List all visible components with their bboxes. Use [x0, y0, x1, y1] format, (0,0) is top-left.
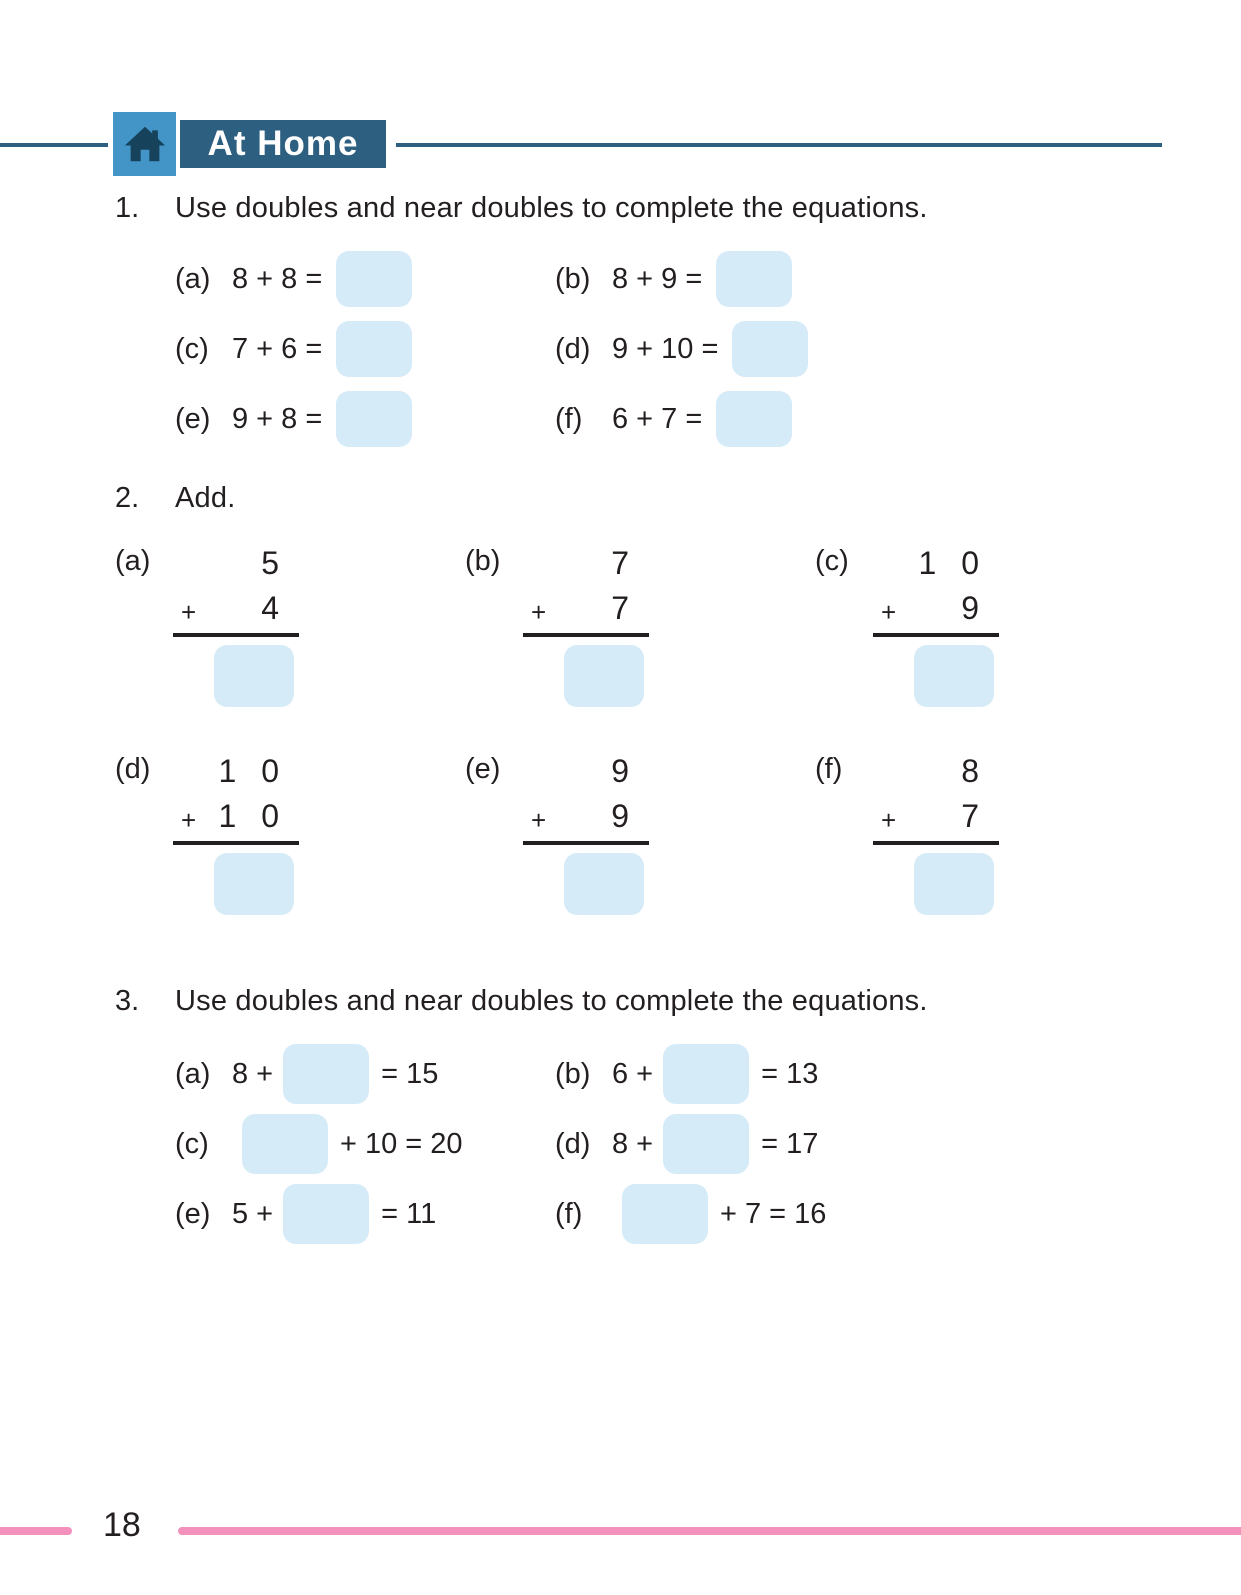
addend-bottom: 7	[961, 798, 979, 834]
item-label: (c)	[815, 545, 849, 577]
answer-box[interactable]	[732, 321, 808, 377]
item-label: (c)	[175, 332, 209, 365]
item-label: (f)	[555, 402, 583, 435]
item-label: (a)	[175, 262, 211, 295]
question-2	[115, 482, 1185, 915]
sum-rule	[873, 841, 999, 845]
addend-top: 1 0	[218, 753, 279, 789]
equation-before: 8 +	[612, 1127, 654, 1160]
header-rule-right	[396, 143, 1162, 147]
answer-box[interactable]	[914, 645, 994, 707]
answer-box[interactable]	[716, 251, 792, 307]
item-label: (e)	[175, 1197, 211, 1230]
q2-problem-e	[465, 751, 815, 915]
question-1-prompt: Use doubles and near doubles to complete the equations.	[175, 192, 928, 224]
question-2-prompt: Add.	[175, 482, 236, 514]
q1-item-d	[555, 321, 1125, 377]
plus-sign: +	[531, 597, 547, 627]
addend-top: 9	[611, 753, 629, 789]
addend-top: 8	[961, 753, 979, 789]
addend-bottom: 9	[961, 590, 979, 626]
equation-after: = 17	[761, 1127, 819, 1160]
answer-box[interactable]	[336, 391, 412, 447]
equation-text: 7 + 6 =	[232, 332, 323, 365]
question-2-number: 2.	[115, 482, 140, 514]
equation-after: = 11	[381, 1197, 437, 1230]
q1-item-c	[175, 321, 555, 377]
equation-before: 6 +	[612, 1057, 654, 1090]
equation-after: + 10 = 20	[340, 1127, 463, 1160]
addend-top: 7	[611, 545, 629, 581]
question-1	[115, 192, 1125, 447]
question-3	[115, 985, 1125, 1244]
equation-after: + 7 = 16	[720, 1197, 827, 1230]
plus-sign: +	[881, 805, 897, 835]
item-label: (a)	[175, 1057, 211, 1090]
equation-text: 9 + 10 =	[612, 332, 719, 365]
addend-bottom: 9	[611, 798, 629, 834]
addend-bottom: 7	[611, 590, 629, 626]
item-label: (b)	[465, 545, 501, 577]
equation-after: = 13	[761, 1057, 819, 1090]
footer-rule-right	[178, 1527, 1241, 1535]
q1-item-b	[555, 251, 1125, 307]
q2-problem-f	[815, 751, 1165, 915]
q2-problem-c	[815, 543, 1165, 707]
equation-text: 8 + 9 =	[612, 262, 703, 295]
equation-text: 8 + 8 =	[232, 262, 323, 295]
item-label: (c)	[175, 1127, 209, 1160]
equation-text: 9 + 8 =	[232, 402, 323, 435]
answer-box[interactable]	[283, 1044, 369, 1104]
addend-bottom: 1 0	[218, 798, 279, 834]
answer-box[interactable]	[214, 645, 294, 707]
answer-box[interactable]	[336, 251, 412, 307]
answer-box[interactable]	[914, 853, 994, 915]
addend-top: 5	[261, 545, 279, 581]
q3-item-f	[555, 1184, 1125, 1244]
sum-rule	[873, 633, 999, 637]
q3-item-a	[175, 1044, 555, 1104]
q2-problem-a	[115, 543, 465, 707]
q3-item-c	[175, 1114, 555, 1174]
sum-rule	[173, 633, 299, 637]
q2-problem-b	[465, 543, 815, 707]
at-home-header	[0, 112, 1241, 176]
q3-item-b	[555, 1044, 1125, 1104]
addend-bottom: 4	[261, 590, 279, 626]
sum-rule	[523, 841, 649, 845]
item-label: (f)	[815, 753, 843, 785]
sum-rule	[173, 841, 299, 845]
footer-rule-left	[0, 1527, 72, 1535]
answer-box[interactable]	[663, 1044, 749, 1104]
page-number: 18	[103, 1506, 141, 1544]
plus-sign: +	[181, 805, 197, 835]
answer-box[interactable]	[242, 1114, 328, 1174]
equation-before: 8 +	[232, 1057, 274, 1090]
section-banner-title: At Home	[180, 120, 386, 168]
plus-sign: +	[531, 805, 547, 835]
answer-box[interactable]	[622, 1184, 708, 1244]
home-icon	[113, 112, 176, 176]
sum-rule	[523, 633, 649, 637]
q1-item-f	[555, 391, 1125, 447]
item-label: (a)	[115, 545, 151, 577]
answer-box[interactable]	[564, 645, 644, 707]
plus-sign: +	[881, 597, 897, 627]
item-label: (d)	[555, 332, 591, 365]
answer-box[interactable]	[663, 1114, 749, 1174]
answer-box[interactable]	[336, 321, 412, 377]
item-label: (e)	[465, 753, 501, 785]
answer-box[interactable]	[716, 391, 792, 447]
question-3-number: 3.	[115, 985, 140, 1017]
item-label: (d)	[555, 1127, 591, 1160]
answer-box[interactable]	[564, 853, 644, 915]
home-icon-glyph	[122, 121, 168, 167]
question-3-prompt: Use doubles and near doubles to complete the equations.	[175, 985, 928, 1017]
equation-text: 6 + 7 =	[612, 402, 703, 435]
answer-box[interactable]	[283, 1184, 369, 1244]
addend-top: 1 0	[918, 545, 979, 581]
equation-after: = 15	[381, 1057, 439, 1090]
q2-problem-d	[115, 751, 465, 915]
item-label: (b)	[555, 1057, 591, 1090]
q1-item-a	[175, 251, 555, 307]
answer-box[interactable]	[214, 853, 294, 915]
q1-item-e	[175, 391, 555, 447]
equation-before: 5 +	[232, 1197, 274, 1230]
q3-item-e	[175, 1184, 555, 1244]
header-rule-left	[0, 143, 108, 147]
plus-sign: +	[181, 597, 197, 627]
item-label: (d)	[115, 753, 151, 785]
item-label: (e)	[175, 402, 211, 435]
question-1-number: 1.	[115, 192, 140, 224]
item-label: (b)	[555, 262, 591, 295]
item-label: (f)	[555, 1197, 583, 1230]
q3-item-d	[555, 1114, 1125, 1174]
